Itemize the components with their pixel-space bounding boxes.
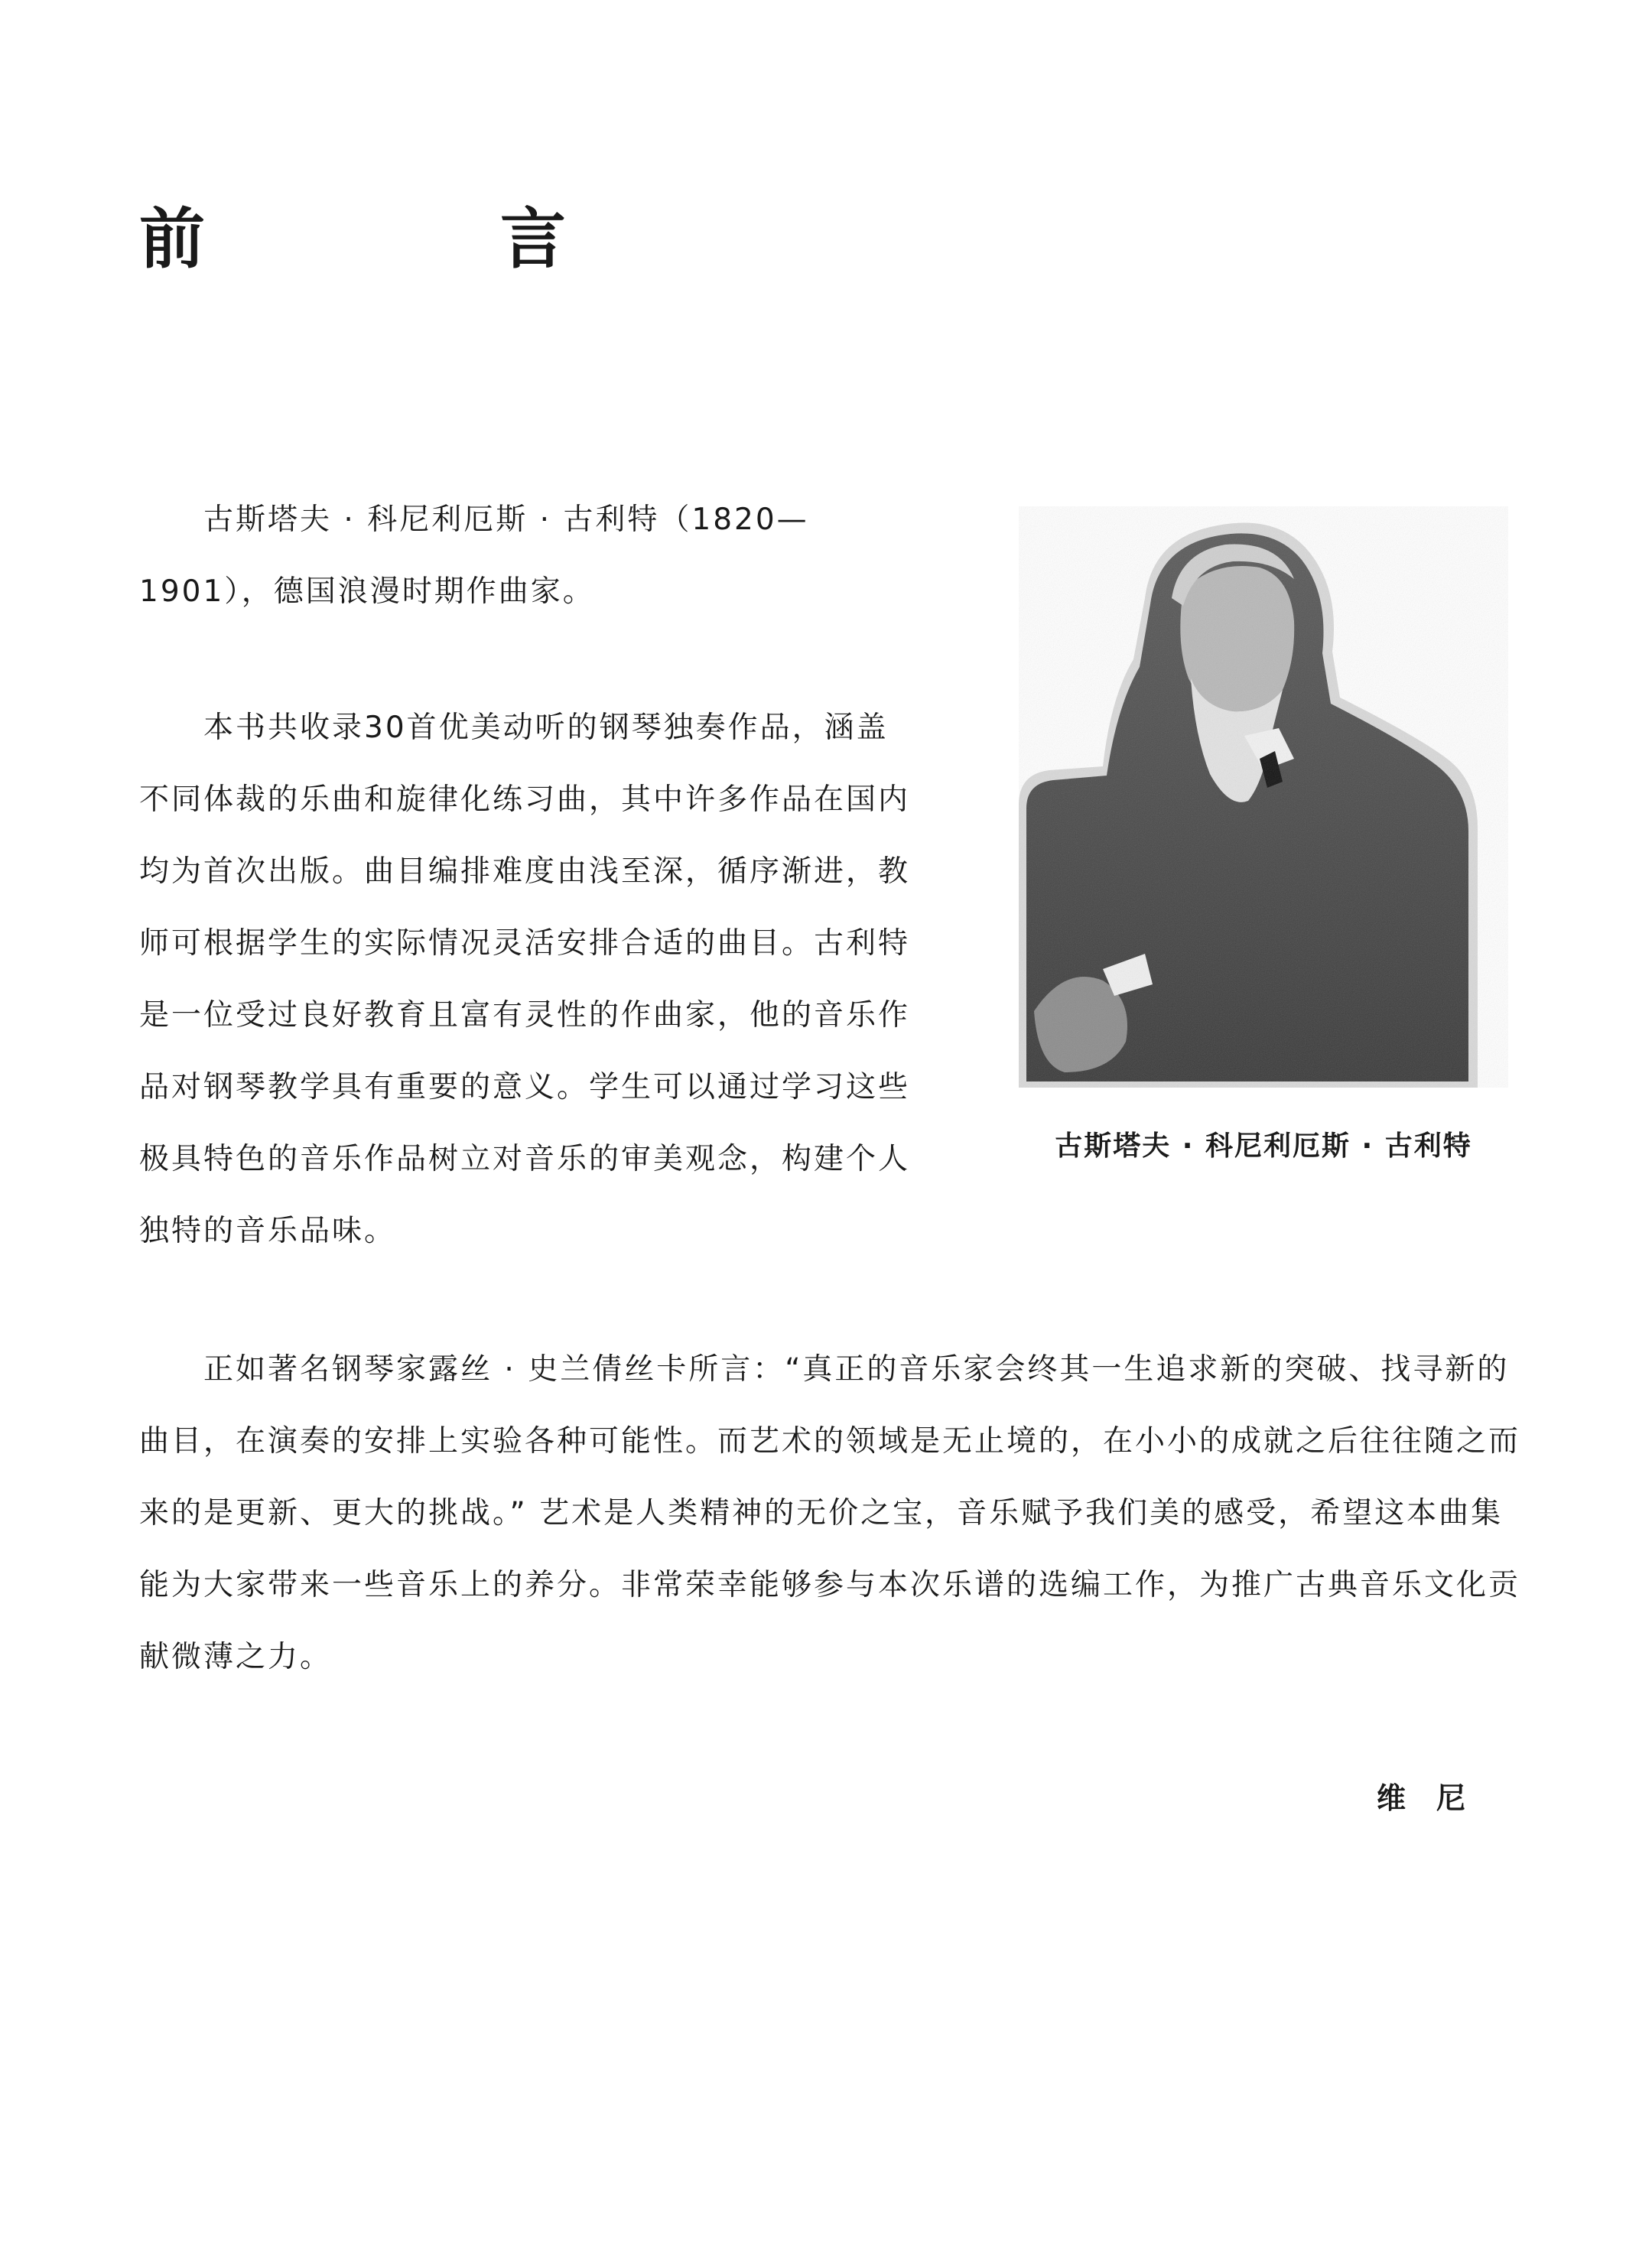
portrait-caption: 古斯塔夫 · 科尼利厄斯 · 古利特 bbox=[1055, 1130, 1472, 1162]
quote-paragraph: 正如著名钢琴家露丝 · 史兰倩丝卡所言：“真正的音乐家会终其一生追求新的突破、找寻新的曲目，在演奏的安排上实验各种可能性。而艺术的领域是无止境的，在小小的成就之后往往随之而来的是更新、更大的挑战。” 艺术是人类精神的无价之宝，音乐赋予我们美的感受，希望这本曲集能为大家带来一些音乐上的养分。非常荣幸能够参与本次乐谱的选编工作，为推广古典音乐文化贡献微薄之力。 bbox=[139, 1352, 1521, 1674]
author-signature: 维尼 bbox=[1377, 1781, 1497, 1815]
book-description-paragraph: 本书共收录30首优美动听的钢琴独奏作品，涵盖不同体裁的乐曲和旋律化练习曲，其中许多作品在国内均为首次出版。曲目编排难度由浅至深，循序渐进，教师可根据学生的实际情况灵活安排合适的曲目。古利特是一位受过良好教育且富有灵性的作曲家，他的音乐作品对钢琴教学具有重要的意义。学生可以通过学习这些极具特色的音乐作品树立对音乐的审美观念，构建个人独特的音乐品味。 bbox=[139, 711, 911, 1248]
portrait-photo-icon bbox=[1019, 506, 1508, 1088]
composer-portrait bbox=[1019, 506, 1508, 1088]
intro-paragraph: 古斯塔夫 · 科尼利厄斯 · 古利特（1820—1901），德国浪漫时期作曲家。 bbox=[139, 503, 809, 609]
page-title: 前 言 bbox=[139, 201, 681, 278]
